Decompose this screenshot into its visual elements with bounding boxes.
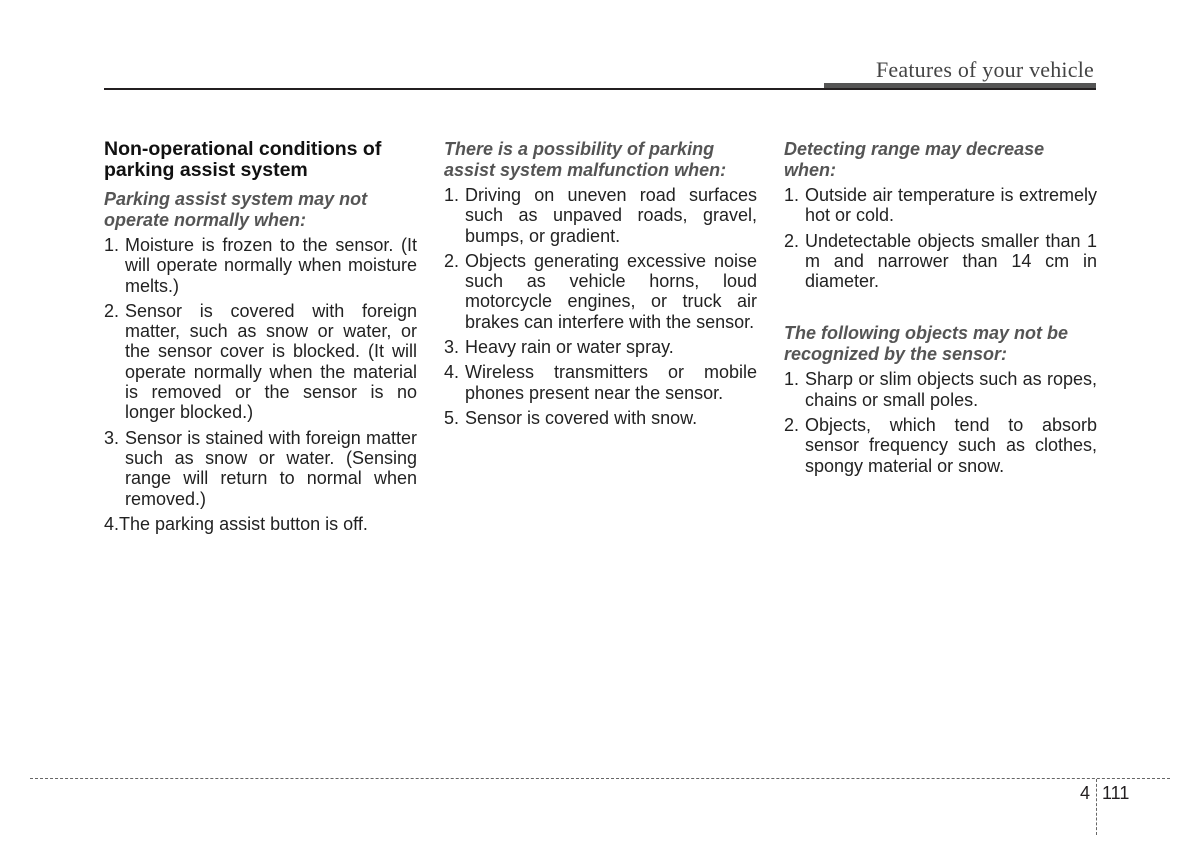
- header-divider: [104, 88, 1096, 90]
- footer-divider: [30, 778, 1170, 779]
- subheading-range-decrease: Detecting range may decrease when:: [784, 139, 1045, 180]
- list-item: [104, 428, 417, 509]
- list-item: [784, 185, 1097, 226]
- range-list: [784, 185, 1097, 291]
- list-number: 2.: [444, 250, 460, 271]
- list-text: Objects generating excessive noise such as vehicle horns, loud motorcycle engines, or truck air brakes can interfere with the sensor.: [465, 250, 757, 332]
- list-item: [444, 408, 757, 428]
- malfunction-list: [444, 185, 757, 428]
- spacer: [784, 296, 1097, 323]
- subheading-malfunction: There is a possibility of parking assist system malfunction when:: [444, 139, 727, 180]
- list-number: 1.: [784, 369, 800, 390]
- condition-list: [104, 235, 417, 534]
- column-3: [784, 139, 1097, 481]
- list-text: The parking assist button is off.: [119, 513, 368, 534]
- column-1: [104, 139, 417, 539]
- object-list: [784, 369, 1097, 475]
- list-number: 2.: [784, 230, 800, 251]
- list-item: [104, 235, 417, 296]
- list-number: 4.: [104, 513, 120, 534]
- list-item: [444, 337, 757, 357]
- list-number: 1.: [784, 185, 800, 205]
- list-item: [444, 251, 757, 332]
- list-item: [784, 369, 1097, 410]
- list-text: Sensor is stained with foreign matter such as snow or water. (Sensing range will return to normal when removed.): [125, 427, 417, 509]
- list-number: 4.: [444, 362, 460, 383]
- list-item: [784, 231, 1097, 292]
- page-header-title: Features of your vehicle: [875, 57, 1094, 82]
- list-item: [104, 301, 417, 423]
- subheading-may-not-operate: Parking assist system may not operate normally when:: [104, 189, 368, 230]
- list-number: 3.: [104, 427, 120, 448]
- section-number: 4: [1080, 783, 1091, 803]
- list-item: [444, 362, 757, 403]
- page-number: 111: [1102, 783, 1130, 803]
- list-item: [444, 185, 757, 246]
- section-heading: Non-operational conditions of parking assist system: [104, 138, 382, 181]
- list-text: Sharp or slim objects such as ropes, chains or small poles.: [805, 369, 1097, 410]
- list-text: Objects, which tend to absorb sensor frequency such as clothes, spongy material or snow.: [805, 415, 1097, 476]
- subheading-not-recognized: The following objects may not be recognized by the sensor:: [784, 323, 1069, 365]
- list-text: Wireless transmitters or mobile phones present near the sensor.: [465, 362, 757, 403]
- list-number: 3.: [444, 337, 460, 358]
- list-text: Heavy rain or water spray.: [465, 337, 674, 358]
- list-number: 2.: [104, 300, 120, 321]
- list-item: [104, 514, 417, 534]
- list-number: 5.: [444, 407, 460, 428]
- list-text: Outside air temperature is extremely hot or cold.: [805, 185, 1097, 226]
- list-text: Driving on uneven road surfaces such as unpaved roads, gravel, bumps, or gradient.: [465, 185, 757, 246]
- list-number: 1.: [104, 235, 120, 255]
- list-text: Sensor is covered with snow.: [465, 407, 698, 428]
- footer-page-divider: [1096, 779, 1097, 835]
- list-number: 1.: [444, 185, 460, 205]
- list-text: Sensor is covered with foreign matter, such as snow or water, or the sensor cover is blocked. (It will operate normally when the material is removed or the sensor is no longer blocked.): [125, 300, 417, 423]
- list-item: [784, 415, 1097, 476]
- list-text: Undetectable objects smaller than 1 m and narrower than 14 cm in diameter.: [805, 230, 1097, 292]
- column-2: [444, 139, 757, 433]
- list-number: 2.: [784, 415, 800, 436]
- list-text: Moisture is frozen to the sensor. (It will operate normally when moisture melts.): [125, 235, 417, 296]
